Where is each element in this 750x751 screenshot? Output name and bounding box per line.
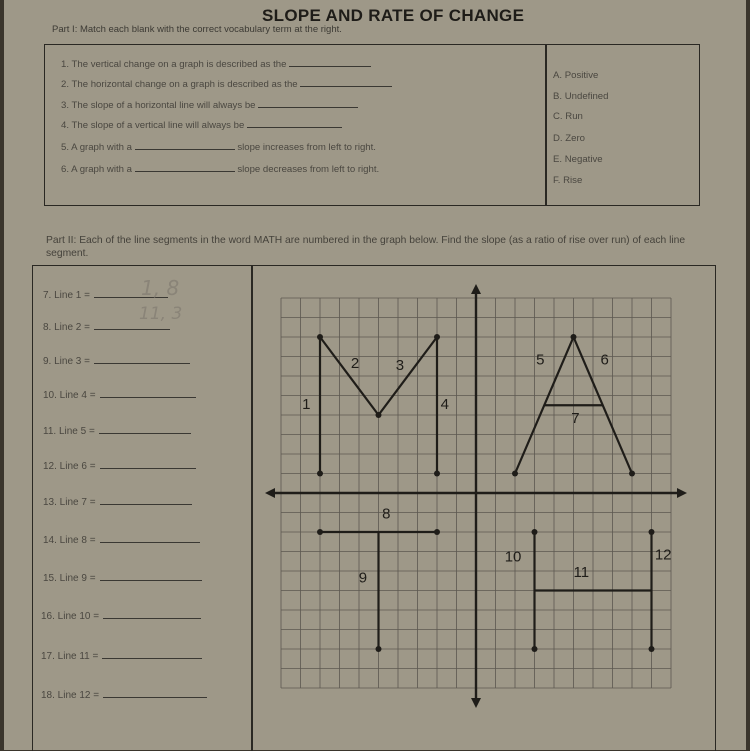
segment-endpoint	[434, 334, 440, 340]
segment-label-8: 8	[382, 505, 391, 523]
segment-label-7: 7	[571, 409, 580, 427]
segment-label-11: 11	[573, 563, 590, 581]
segment-endpoint	[317, 334, 323, 340]
segment-label-1: 1	[302, 396, 311, 414]
part2-header: Part II: Each of the line segments in the word MATH are numbered in the graph below. Find the slope (as a ratio of rise over run) of each line segment.	[46, 235, 686, 259]
coordinate-graph	[4, 0, 746, 750]
answer-option-b: B. Undefined	[553, 91, 609, 102]
segment-endpoint	[649, 646, 655, 652]
segment-label-9: 9	[358, 569, 368, 587]
slope-question-10: 10. Line 4 =	[43, 388, 196, 401]
answer-option-a: A. Positive	[553, 70, 599, 81]
part1-question-4: 4. The slope of a vertical line will always be	[61, 118, 342, 131]
segment-endpoint	[512, 471, 518, 477]
slope-question-17: 17. Line 11 =	[41, 649, 202, 662]
part1-question-6: 6. A graph with a slope decreases from left to right.	[61, 164, 380, 175]
segment-endpoint	[434, 529, 440, 535]
y-axis-down-arrow	[471, 698, 481, 708]
slope-question-8: 8. Line 2 =	[43, 320, 170, 333]
segment-label-12: 12	[654, 546, 672, 564]
segment-label-5: 5	[536, 351, 545, 369]
segment-endpoint	[629, 471, 635, 477]
part1-question-3: 3. The slope of a horizontal line will always be	[61, 98, 358, 111]
slope-question-13: 13. Line 7 =	[43, 495, 192, 508]
slope-question-7: 7. Line 1 =	[43, 288, 168, 301]
segment-label-10: 10	[504, 548, 522, 566]
part1-header: Part I: Match each blank with the correct vocabulary term at the right.	[52, 24, 342, 35]
handwritten-answer-2: 11, 3	[139, 304, 183, 324]
slope-question-11: 11. Line 5 =	[43, 424, 191, 437]
slope-question-16: 16. Line 10 =	[41, 609, 201, 622]
segment-endpoint	[571, 334, 577, 340]
segment-endpoint	[434, 471, 440, 477]
segment-label-6: 6	[600, 351, 609, 369]
segment-label-2: 2	[350, 355, 360, 373]
slope-question-15: 15. Line 9 =	[43, 571, 202, 584]
answer-option-e: E. Negative	[553, 154, 603, 165]
answer-option-f: F. Rise	[553, 175, 583, 186]
handwritten-answer-1: 1, 8	[141, 276, 180, 300]
segment-label-3: 3	[395, 357, 405, 375]
segment-endpoint	[532, 529, 538, 535]
segment-endpoint	[317, 529, 323, 535]
slope-question-12: 12. Line 6 =	[43, 459, 196, 472]
slope-question-9: 9. Line 3 =	[43, 354, 190, 367]
answer-option-d: D. Zero	[553, 133, 585, 144]
segment-label-4: 4	[440, 396, 449, 414]
x-axis-right-arrow	[677, 488, 687, 498]
segment-endpoint	[532, 646, 538, 652]
answer-option-c: C. Run	[553, 111, 583, 122]
segment-endpoint	[317, 471, 323, 477]
worksheet-page	[4, 0, 746, 750]
segment-endpoint	[376, 646, 382, 652]
part1-question-5: 5. A graph with a slope increases from left to right.	[61, 142, 376, 153]
slope-question-18: 18. Line 12 =	[41, 688, 207, 701]
part1-question-1: 1. The vertical change on a graph is described as the	[61, 57, 371, 70]
segment-endpoint	[649, 529, 655, 535]
worksheet-title: SLOPE AND RATE OF CHANGE	[262, 6, 525, 25]
x-axis-left-arrow	[265, 488, 275, 498]
part1-question-2: 2. The horizontal change on a graph is described as the	[61, 77, 392, 90]
slope-question-14: 14. Line 8 =	[43, 533, 200, 546]
segment-endpoint	[376, 412, 382, 418]
y-axis-up-arrow	[471, 284, 481, 294]
